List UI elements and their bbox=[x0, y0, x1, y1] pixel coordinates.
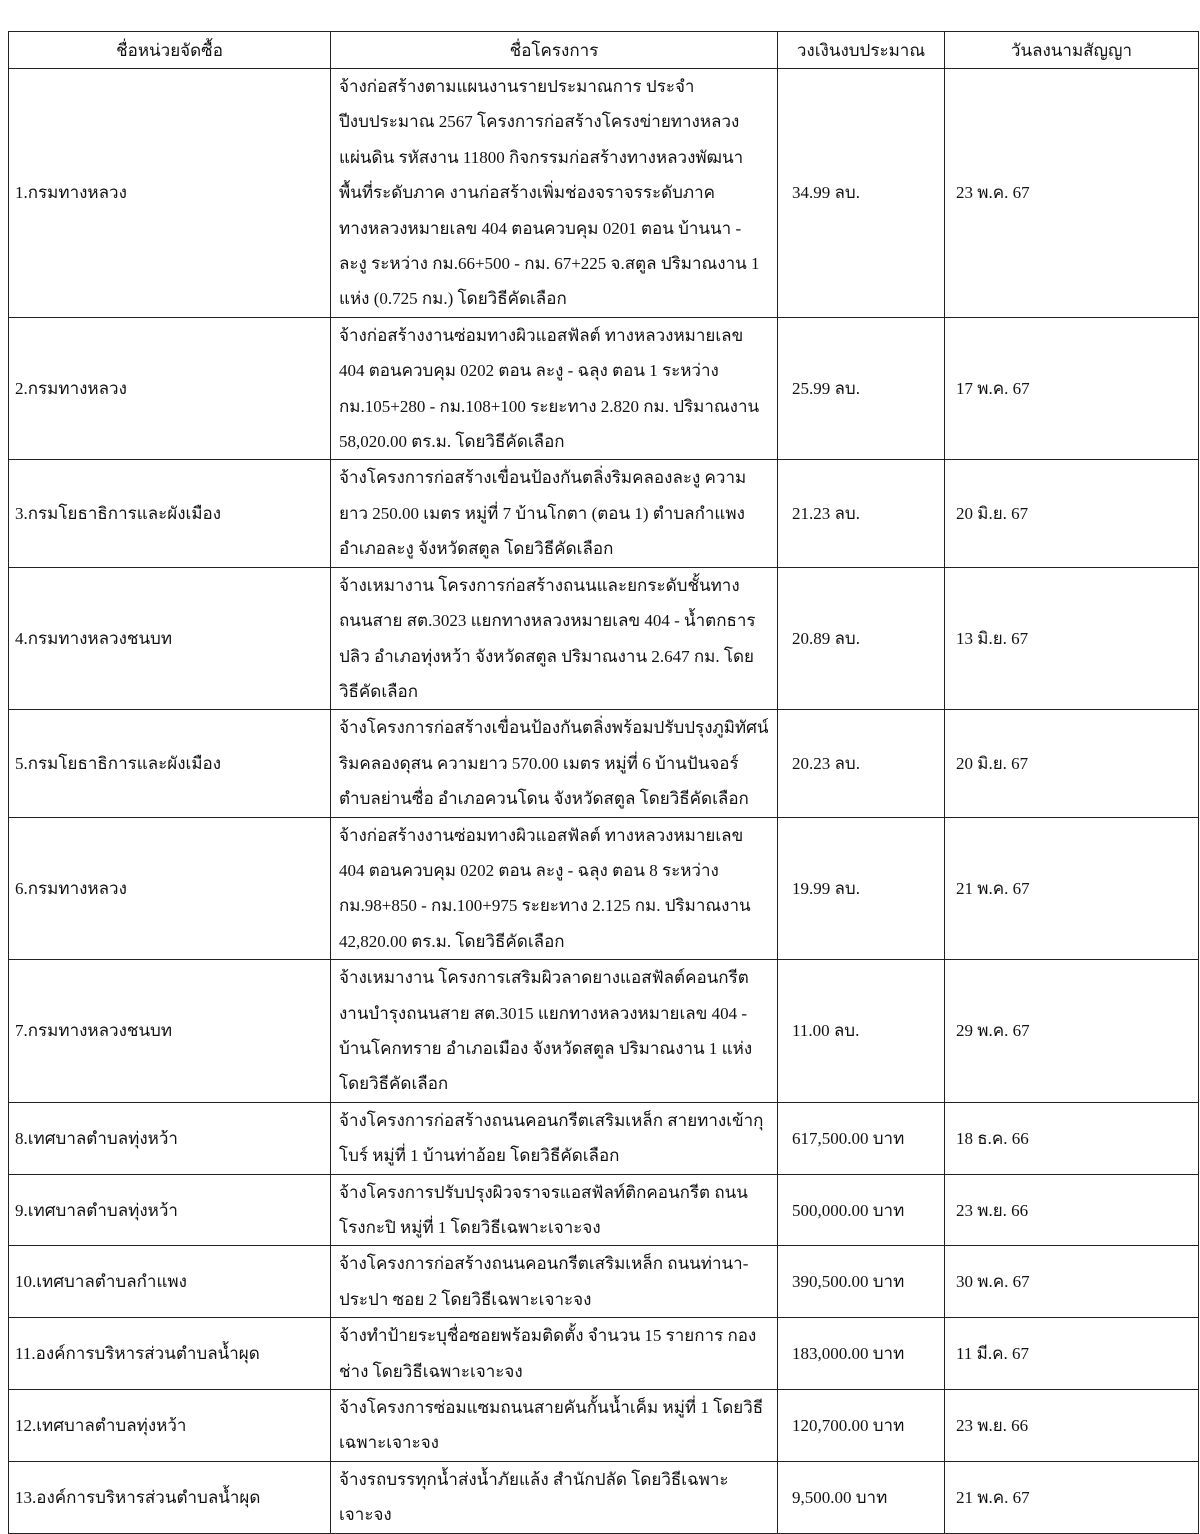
budget-cell: 9,500.00 บาท bbox=[778, 1461, 945, 1533]
table-row bbox=[9, 317, 1199, 460]
budget-cell: 11.00 ลบ. bbox=[778, 960, 945, 1103]
agency-cell: 10.เทศบาลตำบลกำแพง bbox=[9, 1246, 331, 1318]
table-row bbox=[9, 817, 1199, 960]
table-row bbox=[9, 1246, 1199, 1318]
table-row bbox=[9, 460, 1199, 567]
budget-cell: 120,700.00 บาท bbox=[778, 1390, 945, 1462]
budget-cell: 20.89 ลบ. bbox=[778, 567, 945, 710]
agency-cell: 4.กรมทางหลวงชนบท bbox=[9, 567, 331, 710]
budget-cell: 617,500.00 บาท bbox=[778, 1102, 945, 1174]
project-cell: จ้างก่อสร้างงานซ่อมทางผิวแอสฟัลต์ ทางหลวงหมายเลข 404 ตอนควบคุม 0202 ตอน ละงู - ฉลุง ตอน 8 ระหว่าง กม.98+850 - กม.100+975 ระยะทาง 2.125 กม. ปริมาณงาน 42,820.00 ตร.ม. โดยวิธีคัดเลือก bbox=[331, 817, 778, 960]
project-cell: จ้างโครงการก่อสร้างถนนคอนกรีตเสริมเหล็ก สายทางเข้ากุโบร์ หมู่ที่ 1 บ้านท่าอ้อย โดยวิธีคัดเลือก bbox=[331, 1102, 778, 1174]
agency-cell: 1.กรมทางหลวง bbox=[9, 69, 331, 318]
header-agency: ชื่อหน่วยจัดซื้อ bbox=[9, 32, 331, 69]
header-budget: วงเงินงบประมาณ bbox=[778, 32, 945, 69]
agency-cell: 9.เทศบาลตำบลทุ่งหว้า bbox=[9, 1174, 331, 1246]
agency-cell: 12.เทศบาลตำบลทุ่งหว้า bbox=[9, 1390, 331, 1462]
agency-cell: 13.องค์การบริหารส่วนตำบลน้ำผุด bbox=[9, 1461, 331, 1533]
table-row bbox=[9, 1174, 1199, 1246]
date-cell: 13 มิ.ย. 67 bbox=[945, 567, 1199, 710]
date-cell: 11 มี.ค. 67 bbox=[945, 1318, 1199, 1390]
project-cell: จ้างโครงการก่อสร้างเขื่อนป้องกันตลิ่งพร้อมปรับปรุงภูมิทัศน์ริมคลองดุสน ความยาว 570.00 เมตร หมู่ที่ 6 บ้านปันจอร์ ตำบลย่านซื่อ อำเภอควนโดน จังหวัดสตูล โดยวิธีคัดเลือก bbox=[331, 710, 778, 817]
project-cell: จ้างเหมางาน โครงการเสริมผิวลาดยางแอสฟัลต์คอนกรีต งานบำรุงถนนสาย สต.3015 แยกทางหลวงหมายเลข 404 - บ้านโคกทราย อำเภอเมือง จังหวัดสตูล ปริมาณงาน 1 แห่ง โดยวิธีคัดเลือก bbox=[331, 960, 778, 1103]
budget-cell: 390,500.00 บาท bbox=[778, 1246, 945, 1318]
table-row bbox=[9, 710, 1199, 817]
project-cell: จ้างเหมางาน โครงการก่อสร้างถนนและยกระดับชั้นทาง ถนนสาย สต.3023 แยกทางหลวงหมายเลข 404 - น้ำตกธารปลิว อำเภอทุ่งหว้า จังหวัดสตูล ปริมาณงาน 2.647 กม. โดยวิธีคัดเลือก bbox=[331, 567, 778, 710]
table-row bbox=[9, 1461, 1199, 1533]
budget-cell: 183,000.00 บาท bbox=[778, 1318, 945, 1390]
budget-cell: 25.99 ลบ. bbox=[778, 317, 945, 460]
date-cell: 23 พ.ย. 66 bbox=[945, 1174, 1199, 1246]
header-row bbox=[9, 32, 1199, 69]
agency-cell: 8.เทศบาลตำบลทุ่งหว้า bbox=[9, 1102, 331, 1174]
agency-cell: 11.องค์การบริหารส่วนตำบลน้ำผุด bbox=[9, 1318, 331, 1390]
header-date: วันลงนามสัญญา bbox=[945, 32, 1199, 69]
table-row bbox=[9, 1318, 1199, 1390]
budget-cell: 21.23 ลบ. bbox=[778, 460, 945, 567]
agency-cell: 7.กรมทางหลวงชนบท bbox=[9, 960, 331, 1103]
date-cell: 21 พ.ค. 67 bbox=[945, 1461, 1199, 1533]
project-cell: จ้างก่อสร้างงานซ่อมทางผิวแอสฟัลต์ ทางหลวงหมายเลข 404 ตอนควบคุม 0202 ตอน ละงู - ฉลุง ตอน 1 ระหว่าง กม.105+280 - กม.108+100 ระยะทาง 2.820 กม. ปริมาณงาน 58,020.00 ตร.ม. โดยวิธีคัดเลือก bbox=[331, 317, 778, 460]
table-row bbox=[9, 69, 1199, 318]
budget-cell: 19.99 ลบ. bbox=[778, 817, 945, 960]
project-cell: จ้างโครงการซ่อมแซมถนนสายคันกั้นน้ำเค็ม หมู่ที่ 1 โดยวิธีเฉพาะเจาะจง bbox=[331, 1390, 778, 1462]
agency-cell: 2.กรมทางหลวง bbox=[9, 317, 331, 460]
date-cell: 20 มิ.ย. 67 bbox=[945, 710, 1199, 817]
date-cell: 20 มิ.ย. 67 bbox=[945, 460, 1199, 567]
project-cell: จ้างรถบรรทุกน้ำส่งน้ำภัยแล้ง สำนักปลัด โดยวิธีเฉพาะเจาะจง bbox=[331, 1461, 778, 1533]
table-row bbox=[9, 1390, 1199, 1462]
budget-cell: 34.99 ลบ. bbox=[778, 69, 945, 318]
agency-cell: 3.กรมโยธาธิการและผังเมือง bbox=[9, 460, 331, 567]
budget-cell: 20.23 ลบ. bbox=[778, 710, 945, 817]
date-cell: 23 พ.ย. 66 bbox=[945, 1390, 1199, 1462]
project-cell: จ้างโครงการปรับปรุงผิวจราจรแอสฟัลท์ติกคอนกรีต ถนนโรงกะปิ หมู่ที่ 1 โดยวิธีเฉพาะเจาะจง bbox=[331, 1174, 778, 1246]
date-cell: 30 พ.ค. 67 bbox=[945, 1246, 1199, 1318]
project-cell: จ้างทำป้ายระบุชื่อซอยพร้อมติดตั้ง จำนวน 15 รายการ กองช่าง โดยวิธีเฉพาะเจาะจง bbox=[331, 1318, 778, 1390]
table-row bbox=[9, 960, 1199, 1103]
date-cell: 29 พ.ค. 67 bbox=[945, 960, 1199, 1103]
agency-cell: 5.กรมโยธาธิการและผังเมือง bbox=[9, 710, 331, 817]
table-row bbox=[9, 1102, 1199, 1174]
budget-cell: 500,000.00 บาท bbox=[778, 1174, 945, 1246]
date-cell: 23 พ.ค. 67 bbox=[945, 69, 1199, 318]
date-cell: 18 ธ.ค. 66 bbox=[945, 1102, 1199, 1174]
procurement-table bbox=[8, 31, 1199, 1534]
project-cell: จ้างโครงการก่อสร้างเขื่อนป้องกันตลิ่งริมคลองละงู ความยาว 250.00 เมตร หมู่ที่ 7 บ้านโกตา (ตอน 1) ตำบลกำแพง อำเภอละงู จังหวัดสตูล โดยวิธีคัดเลือก bbox=[331, 460, 778, 567]
project-cell: จ้างโครงการก่อสร้างถนนคอนกรีตเสริมเหล็ก ถนนท่านา-ประปา ซอย 2 โดยวิธีเฉพาะเจาะจง bbox=[331, 1246, 778, 1318]
header-project: ชื่อโครงการ bbox=[331, 32, 778, 69]
date-cell: 21 พ.ค. 67 bbox=[945, 817, 1199, 960]
table-row bbox=[9, 567, 1199, 710]
project-cell: จ้างก่อสร้างตามแผนงานรายประมาณการ ประจำปีงบประมาณ 2567 โครงการก่อสร้างโครงข่ายทางหลวงแผ่นดิน รหัสงาน 11800 กิจกรรมก่อสร้างทางหลวงพัฒนาพื้นที่ระดับภาค งานก่อสร้างเพิ่มช่องจราจรระดับภาค ทางหลวงหมายเลข 404 ตอนควบคุม 0201 ตอน บ้านนา - ละงู ระหว่าง กม.66+500 - กม. 67+225 จ.สตูล ปริมาณงาน 1 แห่ง (0.725 กม.) โดยวิธีคัดเลือก bbox=[331, 69, 778, 318]
agency-cell: 6.กรมทางหลวง bbox=[9, 817, 331, 960]
date-cell: 17 พ.ค. 67 bbox=[945, 317, 1199, 460]
